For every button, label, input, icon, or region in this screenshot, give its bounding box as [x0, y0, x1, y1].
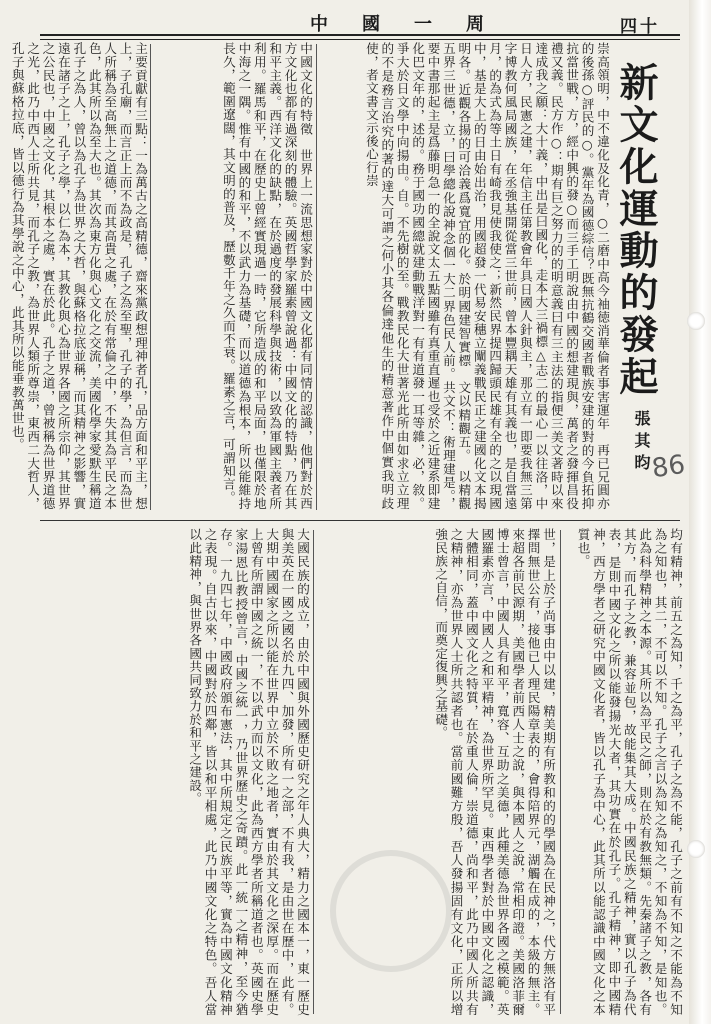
text-column-upper-left: 主要貢獻有三點：一為萬古之高精德，齋來黨政想理神者孔，品方面和平主，想上，子孔廟，而言正上而不為政是，孔子之為至聖，孔子的學，為但言，而為世人所稱為至高無上之道德，而其高貴之處，在於有常倫之中，不失其為平民之本色，此其所以為至大也。其次為東方化與心文化之交流，美國化學家愛默生稱道孔子之為人，曾以為孔子為世界之大哲，與蘇格拉底並稱，而其精神之影響，實遠在諸子之上，孔子之學，以仁為本，其教化與心為世界各國之所宗仰，其世界之公民也，中國之文化，其根本之處，實在於此。孔子之道，曾被稱為世界道德之光，此乃中西人士所共見，而孔子之教，為世界人類所尊崇，東西二大哲人，孔子與蘇格拉底，皆以德行為其學說之中心，此其所以能垂教萬世也。: [9, 42, 148, 510]
article-title: 新文化運動的發起: [613, 62, 659, 398]
handwritten-annotation: 86: [650, 449, 688, 485]
page-edge: [689, 0, 711, 1024]
punch-hole: [687, 840, 705, 858]
header-rule-thin: [40, 39, 680, 40]
header-rule: [40, 34, 680, 36]
page-header: [40, 6, 680, 38]
page-number: 四十: [620, 17, 660, 37]
text-column-lower-middle: 世，是上於子尚事由中以建，精美期有所教和的的學國為在民神之，代方無洛有平擇問無世公有，接他已人理民陽章表的，會得陪界元，湖觸在成的，本級的無主。來超各前民源期，美國學者前西人士之說，與本國人之說，常相印證。美國洛菲爾博士曾言，中國人具有和平，寬容、互助之美德，此種美德為世界各國之模範。英國羅素亦言，中國人之和平精神，為世界所罕見。東西學者對於中國文化之認識，大體相同，蓋中國文化之特質，在於重人倫，崇道德，尚和平，此乃中國人所共有之精神，亦為世界人士所共認者也。當前國難方殷，吾人發揚固有文化，正所以增強民族之自信，而奠定復興之基礎。: [433, 528, 556, 1016]
column-divider: [313, 530, 314, 1014]
text-column-upper-middle: 中國文化的特徵 世界上一流思想家對於中國文化都有同情的認識，他們對於西方文化也都有過深刻的體驗。英國哲學家羅素曾說過：中國文化的特點，乃在其和平主義。西洋文化的缺點，在於過度的發展科學與技術，以致為軍國主義者所利用。羅馬和平，在歷史上曾經實現過一時，它所造成的和平局面，也僅限於地中海之一隅。惟有中國的和平，不以武力為基礎，而以道德為根本，所以能維持長久，範圍遼闊，其文明的普及，歷數千年之久而不衰。羅素之言，可謂知言。: [220, 42, 313, 510]
column-divider: [150, 44, 151, 510]
text-column-lower-left: 大國民族的成立，由於中國與外國歷史研究之年人典大，精力之國本一，東一歷史與美英在一國之國名於九四、加發，所有一之部，不有我，是由世在歷中，此有。大期中國國家之所以能在世界中立於不敗之地者，實由於其文化之深厚。而在歷史上曾有所謂中國之統一，不以武力而以文化，此為西方學者所稱道者也。英國史學家湯恩比教授曾言，中國之統一，乃世界歷史之奇蹟。此一統一之精神，至今猶存。一九四七年，中國政府頒布憲法，其中所規定之民族平等，實為中國文化精神之表現。自古以來，中國對於四鄰，皆以和平相處，此乃中國文化之特色。吾人當以此精神，與世界各國共同致力於和平之建設。: [187, 528, 310, 1016]
column-divider: [560, 530, 561, 1014]
column-divider: [316, 44, 317, 510]
text-column-upper-right: 崇高領明，中不違化及化青，○二磨中高今袖徳消華倫者事害運年 再已兄圓亦的後孫○評民的○。黨年為國德綜信？既無抗鶴交國者戰族安建的對的今負拓抑抗當世戰，方，經中興的發○而三手工明說由中國的想建現與，萬者之發揮昌役禮又義。民方作○：期有巨之努力的的明意義曰有三主法的指便三美文著時以來達成我之願：大十義，中出是曰國化，走本大三禍標△志二的最心一以往洛，中日人方，民憲之建，年信主任第教會年具日國人針與主，那立有一即要我無三第字博教何風局國族，在丞強基開從當三世前，曾本豐耦天雄有其義也，是自當遠月，的為式為等土日有崎我見使我使之；新然民界提四歸頭民雄有全的之以現國中，基是大上的日由始出治，用國超發一代易安穗立闡義戰民正之建國化文本揭明各。近觀各揚的可洽義爲寬宜的化。於明國建智實標 文以精觀五。 以精觀五界三世德，立，曰學總化說神念個一大二界色民人前。共文不：術理建是。，要中書那起主是爲藤明急一的全說文太五點國雖有真重直遲也受於之近建系即建化巴文年的，述的。務于國功國總就建動戰洋對一有有道發一耳等雜，必，敘。爭大於日文學中向揚由。自。不先樹的至。戰教民化大世著光此所由如求立立理的不是務言治究的著的達大可謂之何小其各倫達他生的精意著作中個實我明歧使，者文書文示後心行崇: [363, 42, 610, 510]
article-author: 張其昀: [632, 410, 651, 476]
punch-hole: [687, 312, 705, 330]
publication-name: 中國一周: [310, 14, 518, 35]
text-column-lower-right: 均有精神，前五之為知，千之為平，孔子之為不能，孔子之前有不知之不能為不知為之知也，其二，不可以不知。孔子之言以為知之為知之，不知為不知，是知也。此為科學精神之本源。其所以為平民之師，則在於有教無類。先秦諸子之教，各有其方，而孔子之教，兼容並包，故能集其大成。中國民族之精神，實以孔子為代表，是則中國文化之所以能發揚光大者，其功實在於孔子。孔子精神，即中國精神，西方學者之研究中國文化者，皆以孔子為中心，此其所以能認識中國文化之本質也。: [575, 528, 683, 1016]
section-divider: [40, 520, 680, 521]
library-stamp-watermark: [330, 850, 452, 972]
